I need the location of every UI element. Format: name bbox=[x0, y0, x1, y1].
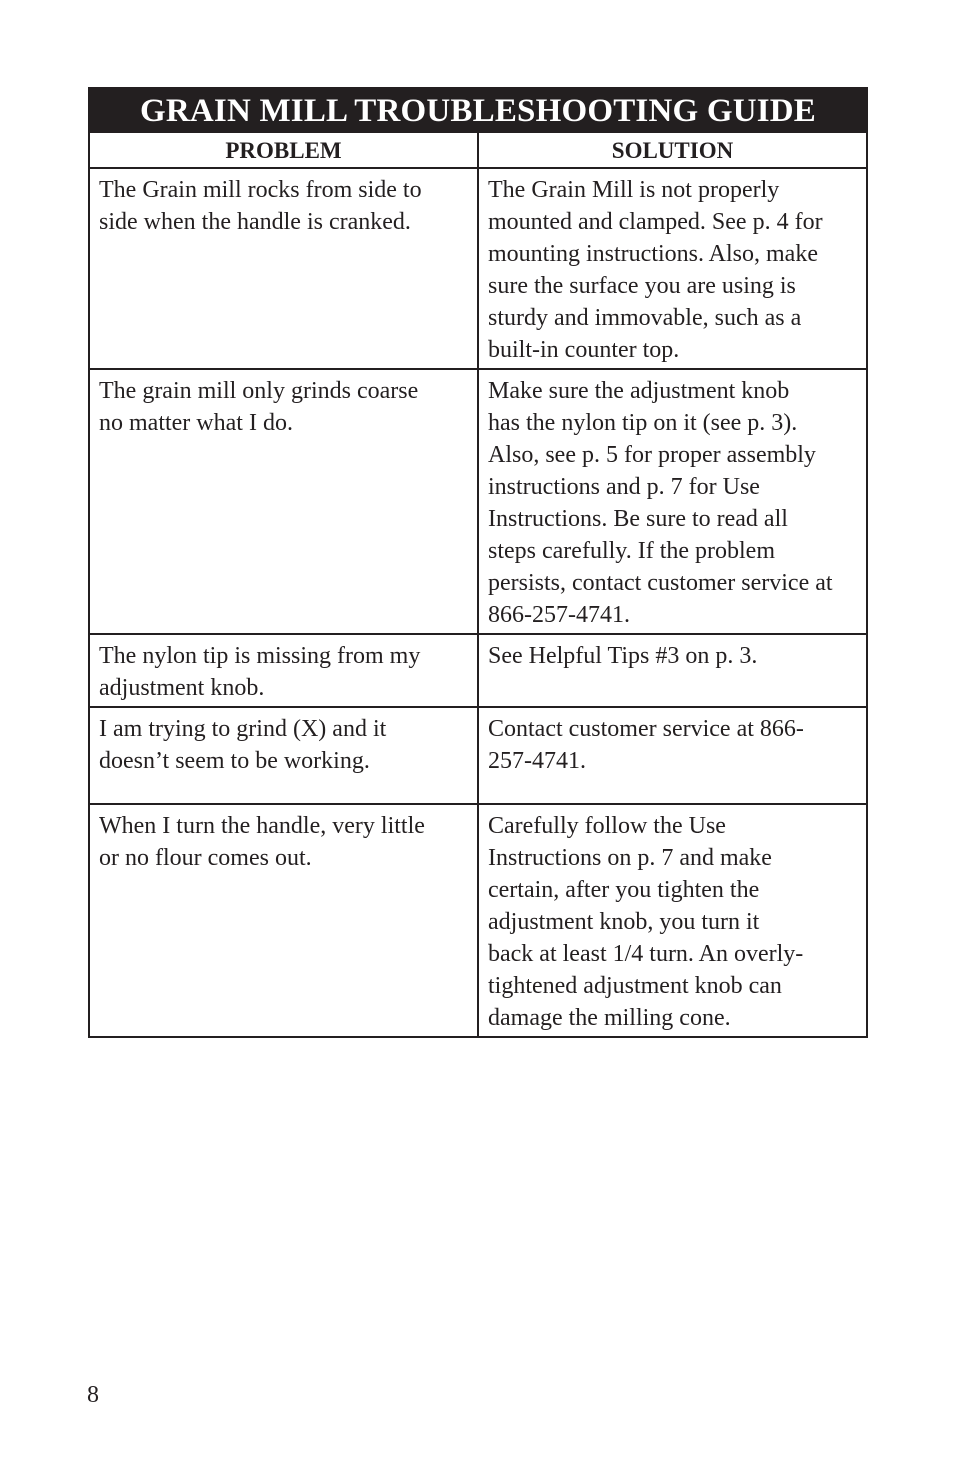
title-row bbox=[89, 88, 867, 132]
solution-column-header: SOLUTION bbox=[478, 132, 867, 168]
table-row bbox=[89, 369, 867, 634]
table-title: GRAIN MILL TROUBLESHOOTING GUIDE bbox=[89, 88, 867, 132]
solution-cell: Carefully follow the Use Instructions on p. 7 and make certain, after you tighten the adjustment knob, you turn it back at least 1/4 turn. An overly- tightened adjustment knob can damage the milling cone. bbox=[478, 804, 867, 1037]
problem-cell: When I turn the handle, very little or no flour comes out. bbox=[89, 804, 478, 1037]
column-header-row bbox=[89, 132, 867, 168]
problem-cell: The nylon tip is missing from my adjustment knob. bbox=[89, 634, 478, 707]
troubleshooting-table bbox=[88, 87, 868, 1038]
solution-cell: The Grain Mill is not properly mounted and clamped. See p. 4 for mounting instructions. Also, make sure the surface you are using is sturdy and immovable, such as a built-in counter top. bbox=[478, 168, 867, 369]
table-row bbox=[89, 804, 867, 1037]
problem-column-header: PROBLEM bbox=[89, 132, 478, 168]
problem-cell: The Grain mill rocks from side to side when the handle is cranked. bbox=[89, 168, 478, 369]
table-row bbox=[89, 707, 867, 804]
solution-cell: See Helpful Tips #3 on p. 3. bbox=[478, 634, 867, 707]
page-number: 8 bbox=[87, 1382, 99, 1408]
table-row bbox=[89, 634, 867, 707]
problem-cell: I am trying to grind (X) and it doesn’t seem to be working. bbox=[89, 707, 478, 804]
solution-cell: Make sure the adjustment knob has the nylon tip on it (see p. 3). Also, see p. 5 for proper assembly instructions and p. 7 for Use Instructions. Be sure to read all steps carefully. If the problem persists, contact customer service at 866-257-4741. bbox=[478, 369, 867, 634]
solution-cell: Contact customer service at 866- 257-4741. bbox=[478, 707, 867, 804]
table-row bbox=[89, 168, 867, 369]
problem-cell: The grain mill only grinds coarse no matter what I do. bbox=[89, 369, 478, 634]
